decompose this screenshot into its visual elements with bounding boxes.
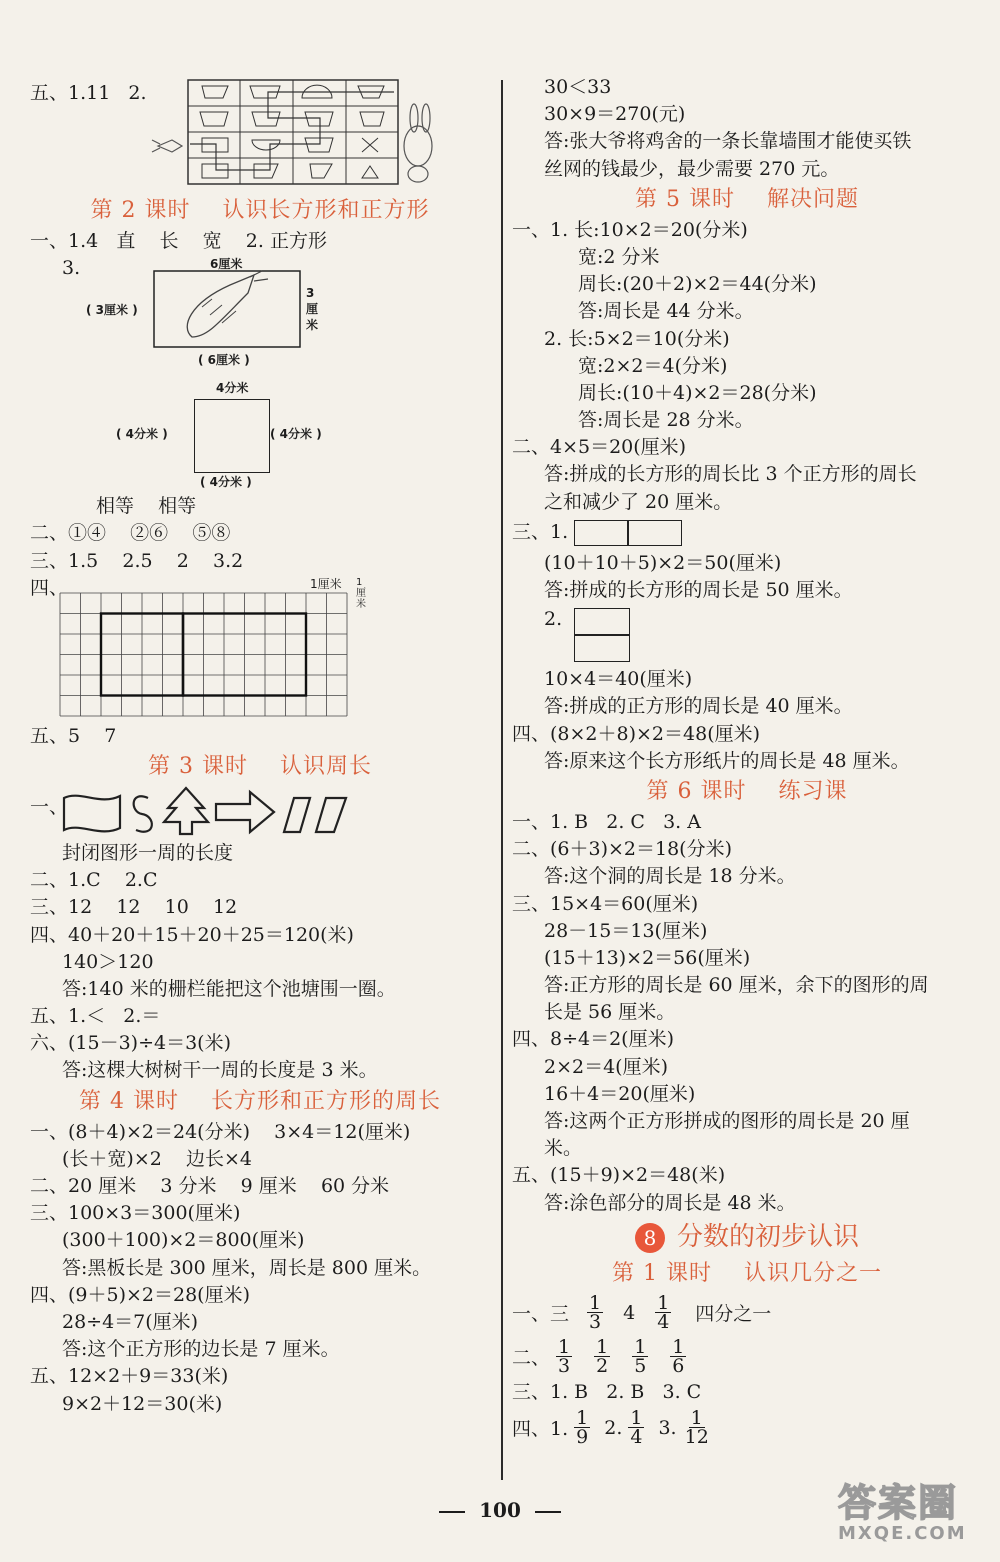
rect-divider <box>627 521 629 545</box>
answer-line: 二、20 厘米 3 分米 9 厘米 60 分米 <box>30 1175 390 1197</box>
answer-line: 三、15×4＝60(厘米) <box>512 892 699 915</box>
answer-line: 一、1. B 2. C 3. A <box>512 810 701 833</box>
answer-line: 答:黑板长是 300 厘米，周长是 800 厘米。 <box>62 1256 432 1279</box>
answer-line: 答:原来这个长方形纸片的周长是 48 厘米。 <box>544 749 910 772</box>
answer-line: 答:正方形的周长是 60 厘米，余下的图形的周 <box>544 974 929 997</box>
three-squares-row-figure <box>512 516 982 550</box>
answer-line: 9×2＋12＝30(米) <box>62 1392 223 1415</box>
answer-line: 五、1.＜ 2.＝ <box>30 1005 161 1028</box>
answer-text: 二、 <box>512 1347 551 1370</box>
numerator: 1 <box>589 1292 602 1315</box>
denominator: 3 <box>589 1311 602 1334</box>
numerator: 1 <box>657 1292 670 1315</box>
fraction-line <box>512 1406 982 1450</box>
answer-line: 四、40＋20＋15＋20＋25＝120(米) <box>30 923 354 946</box>
numerator: 1 <box>596 1336 609 1359</box>
unit-heading <box>512 1217 982 1257</box>
carrot-rectangle-figure <box>30 255 490 379</box>
answer-line: 答:周长是 28 分米。 <box>578 409 754 432</box>
grid-unit-label: 1厘米 <box>310 576 342 591</box>
page-number-dash <box>535 1511 561 1513</box>
answer-line: 答:周长是 44 分米。 <box>578 300 754 323</box>
denominator: 2 <box>596 1355 609 1378</box>
answer-text: 2. <box>604 1416 623 1439</box>
lesson2-heading: 第 2 课时 认识长方形和正方形 <box>90 198 430 223</box>
square-divider <box>575 634 629 636</box>
answer-line: 三、12 12 10 12 <box>30 896 238 919</box>
answer-line: 2. 长:5×2＝10(分米) <box>544 327 730 350</box>
answer-line: 五、12×2＋9＝33(米) <box>30 1365 229 1388</box>
denominator: 3 <box>558 1355 571 1378</box>
answer-line: 3. <box>62 257 81 280</box>
unit8-lesson1-heading: 第 1 课时 认识几分之一 <box>612 1260 882 1286</box>
square-bottom-label: ( 4分米 ) <box>200 475 252 490</box>
answer-line: 四、(9＋5)×2＝28(厘米) <box>30 1283 251 1306</box>
rect-left-label: ( 3厘米 ) <box>86 303 138 318</box>
watermark-url-text: MXQE.COM <box>838 1523 967 1544</box>
answer-line: 宽:2×2＝4(分米) <box>578 354 728 377</box>
answer-line: 周长:(20＋2)×2＝44(分米) <box>578 273 817 296</box>
denominator: 5 <box>634 1355 647 1378</box>
square-shape <box>194 399 270 473</box>
rect-right-label: 3 厘 米 <box>306 286 319 333</box>
answer-line: 一、1.4 直 长 宽 2. 正方形 <box>30 230 327 252</box>
answer-line: 28－15＝13(厘米) <box>544 919 708 942</box>
numerator: 1 <box>672 1336 685 1359</box>
answer-line: 10×4＝40(厘米) <box>544 668 693 691</box>
answer-text: 一、三 <box>512 1303 570 1326</box>
answer-text: 四、1. <box>512 1418 569 1441</box>
answer-line: 答:这个洞的周长是 18 分米。 <box>544 865 796 888</box>
fraction <box>628 1407 644 1449</box>
answer-line: 2×2＝4(厘米) <box>544 1055 669 1078</box>
answer-line: (300＋100)×2＝800(厘米) <box>62 1229 305 1252</box>
fraction <box>594 1336 610 1378</box>
answer-line: 四、(8×2＋8)×2＝48(厘米) <box>512 722 761 745</box>
answer-line: 米。 <box>544 1137 583 1160</box>
watermark-logo-text: 答案圈 <box>838 1481 959 1525</box>
answer-line: 答:张大爷将鸡舍的一条长靠墙围才能使买铁 <box>544 130 912 153</box>
rect-bottom-label: ( 6厘米 ) <box>198 353 250 368</box>
numerator: 1 <box>576 1407 589 1430</box>
fraction <box>556 1336 572 1378</box>
answer-line: 三、1. <box>512 520 569 543</box>
answer-line: 三、1. B 2. B 3. C <box>512 1380 702 1403</box>
answer-line: 四、 <box>30 576 69 599</box>
fraction <box>587 1292 603 1334</box>
answer-text: 四分之一 <box>695 1303 772 1326</box>
carrot-rect-svg <box>150 267 310 353</box>
answer-line: 三、100×3＝300(厘米) <box>30 1202 241 1225</box>
stacked-rectangles-figure <box>512 604 982 666</box>
numerator: 1 <box>558 1336 571 1359</box>
closed-shapes-svg <box>60 784 370 840</box>
answer-line: 答:拼成的正方形的周长是 40 厘米。 <box>544 695 853 718</box>
grid-unit-label-vertical: 1 厘 米 <box>356 576 366 610</box>
grid-paper-svg <box>58 591 358 721</box>
answer-line: 一、1. 长:10×2＝20(分米) <box>512 218 748 241</box>
closed-shapes-figure <box>30 784 490 840</box>
fraction <box>683 1407 711 1449</box>
fraction <box>670 1336 686 1378</box>
column-divider <box>501 80 503 1480</box>
answer-text: 3. <box>658 1416 677 1439</box>
denominator: 6 <box>672 1355 685 1378</box>
answer-line: 五、5 7 <box>30 724 117 747</box>
square-left-label: ( 4分米 ) <box>116 427 168 442</box>
answer-line: 16＋4＝20(厘米) <box>544 1082 696 1105</box>
answer-line: 28÷4＝7(厘米) <box>62 1310 199 1333</box>
answer-line: 相等 相等 <box>96 495 197 518</box>
fraction <box>632 1336 648 1378</box>
denominator: 4 <box>657 1311 670 1334</box>
answer-line: 宽:2 分米 <box>578 245 660 268</box>
right-column <box>512 74 982 1450</box>
answer-line: 答:这个正方形的边长是 7 厘米。 <box>62 1338 340 1361</box>
answer-line: 长是 56 厘米。 <box>544 1001 676 1024</box>
joined-rectangle <box>574 520 682 546</box>
answer-line: 一、(8＋4)×2＝24(分米) 3×4＝12(厘米) <box>30 1120 411 1143</box>
square-figure <box>30 379 490 493</box>
denominator: 12 <box>684 1426 709 1449</box>
answer-line: 答:这两个正方形拼成的图形的周长是 20 厘 <box>544 1110 910 1132</box>
left-column <box>30 74 490 1418</box>
square-top-label: 4分米 <box>216 381 249 396</box>
lesson3-heading: 第 3 课时 认识周长 <box>148 753 372 779</box>
answer-line: 五、1.11 2. <box>30 82 147 104</box>
fraction <box>655 1292 671 1334</box>
rect-top-label: 6厘米 <box>210 257 243 272</box>
answer-line: 一、 <box>30 795 69 818</box>
answer-line: 丝网的钱最少，最少需要 270 元。 <box>544 157 840 180</box>
numerator: 1 <box>690 1407 703 1430</box>
square-right-label: ( 4分米 ) <box>270 427 322 442</box>
answer-line: 二、(6＋3)×2＝18(分米) <box>512 838 733 861</box>
answer-line: 30＜33 <box>544 76 612 98</box>
denominator: 4 <box>630 1426 643 1449</box>
denominator: 9 <box>576 1426 589 1449</box>
fraction-line <box>512 1291 982 1335</box>
answer-line: 三、1.5 2.5 2 3.2 <box>30 549 244 572</box>
answer-line: 30×9＝270(元) <box>544 103 686 126</box>
maze-grid-svg <box>150 74 450 194</box>
answer-line: 六、(15－3)÷4＝3(米) <box>30 1032 232 1055</box>
fraction-line <box>512 1335 982 1379</box>
answer-line: 答:140 米的栅栏能把这个池塘围一圈。 <box>62 977 396 1000</box>
unit-number-badge: 8 <box>635 1223 665 1253</box>
lesson6-heading: 第 6 课时 练习课 <box>646 778 848 804</box>
answer-line: 二、①④ ②⑥ ⑤⑧ <box>30 522 231 545</box>
answer-line: 四、8÷4＝2(厘米) <box>512 1028 675 1051</box>
answer-text: 4 <box>623 1301 636 1324</box>
answer-line: (长＋宽)×2 边长×4 <box>62 1147 253 1170</box>
lesson5-heading: 第 5 课时 解决问题 <box>635 186 859 212</box>
numerator: 1 <box>630 1407 643 1430</box>
answer-line: 五、(15＋9)×2＝48(米) <box>512 1164 726 1187</box>
lesson4-heading: 第 4 课时 长方形和正方形的周长 <box>79 1088 441 1114</box>
watermark <box>838 1472 988 1552</box>
numerator: 1 <box>634 1336 647 1359</box>
answer-line: 答:这棵大树树干一周的长度是 3 米。 <box>62 1059 378 1082</box>
page-number-dash <box>439 1511 465 1513</box>
grid-figure <box>30 575 490 723</box>
stacked-square <box>574 608 630 662</box>
answer-line: 答:拼成的长方形的周长比 3 个正方形的周长 <box>544 463 917 486</box>
maze-figure <box>30 74 490 194</box>
answer-line: (15＋13)×2＝56(厘米) <box>544 946 751 969</box>
answer-line: 答:涂色部分的周长是 48 米。 <box>544 1191 796 1214</box>
fraction <box>574 1407 590 1449</box>
answer-line: (10＋10＋5)×2＝50(厘米) <box>544 551 782 574</box>
answer-line: 答:拼成的长方形的周长是 50 厘米。 <box>544 579 853 601</box>
answer-line: 之和减少了 20 厘米。 <box>544 490 733 513</box>
answer-line: 二、1.C 2.C <box>30 869 158 892</box>
answer-line: 2. <box>544 608 563 631</box>
answer-line: 140＞120 <box>62 950 154 973</box>
unit-title: 分数的初步认识 <box>676 1221 859 1252</box>
answer-line: 二、4×5＝20(厘米) <box>512 436 687 459</box>
answer-line: 周长:(10＋4)×2＝28(分米) <box>578 381 817 404</box>
page-number-text: 100 <box>479 1498 521 1522</box>
answer-line: 封闭图形一周的长度 <box>62 841 234 864</box>
